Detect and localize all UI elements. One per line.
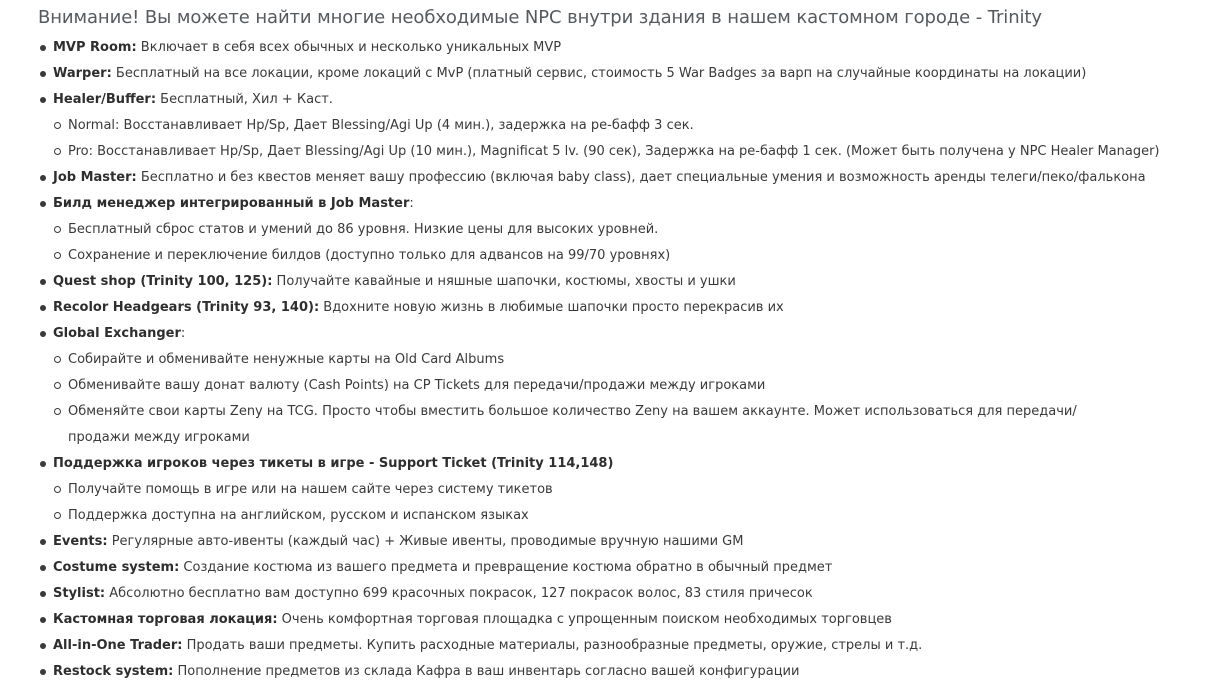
list-item-warper xyxy=(38,61,1198,87)
list-item-custom-trade-location xyxy=(38,607,1198,633)
list-item-support-ticket xyxy=(38,451,1198,529)
item-label: Кастомная торговая локация: xyxy=(53,612,278,627)
sub-item: Собирайте и обменивайте ненужные карты на Old Card Albums xyxy=(53,347,1198,373)
item-label: Warper: xyxy=(53,66,112,81)
page-title: Внимание! Вы можете найти многие необходимые NPC внутри здания в нашем кастомном городе - Trinity xyxy=(38,7,1042,28)
item-label: Costume system: xyxy=(53,560,180,575)
item-label: Билд менеджер интегрированный в Job Master xyxy=(53,196,410,211)
item-label: Restock system: xyxy=(53,664,174,679)
item-text: Бесплатно и без квестов меняет вашу профессию (включая baby class), дает специальные умения и возможность аренды телеги/пеко/фалькона xyxy=(136,170,1146,185)
item-label: Stylist: xyxy=(53,586,106,601)
item-text: Бесплатный на все локации, кроме локаций с MvP (платный сервис, стоимость 5 War Badges за варп на случайные координаты на локации) xyxy=(111,66,1087,81)
list-item-mvp-room xyxy=(38,35,1198,61)
list-item-restock-system xyxy=(38,659,1198,685)
item-text: Создание костюма из вашего предмета и превращение костюма обратно в обычный предмет xyxy=(179,560,833,575)
list-item-all-in-one-trader xyxy=(38,633,1198,659)
item-text: Бесплатный, Хил + Каст. xyxy=(156,92,333,107)
list-item-job-master xyxy=(38,165,1198,191)
healer-sublist xyxy=(53,113,1198,165)
list-item-healer-buffer xyxy=(38,87,1198,165)
item-label: Поддержка игроков через тикеты в игре - Support Ticket (Trinity 114,148) xyxy=(53,456,614,471)
item-text: Очень комфортная торговая площадка с упрощенным поиском необходимых торговцев xyxy=(277,612,892,627)
item-text: Абсолютно бесплатно вам доступно 699 красочных покрасок, 127 покрасок волос, 83 стиля причесок xyxy=(105,586,813,601)
sub-item: Сохранение и переключение билдов (доступно только для адвансов на 99/70 уровнях) xyxy=(53,243,1198,269)
item-text: Продать ваши предметы. Купить расходные материалы, разнообразные предметы, оружие, стрелы и т.д. xyxy=(182,638,923,653)
item-label: Global Exchanger xyxy=(53,326,181,341)
sub-item: Поддержка доступна на английском, русском и испанском языках xyxy=(53,503,1198,529)
list-item-quest-shop xyxy=(38,269,1198,295)
item-text: Включает в себя всех обычных и несколько уникальных MVP xyxy=(136,40,562,55)
item-label: All-in-One Trader: xyxy=(53,638,183,653)
sub-item: Normal: Восстанавливает Hp/Sp, Дает Blessing/Agi Up (4 мин.), задержка на ре-бафф 3 сек. xyxy=(53,113,1198,139)
build-manager-sublist xyxy=(53,217,1198,269)
item-text: Регулярные авто-ивенты (каждый час) + Живые ивенты, проводимые вручную нашими GM xyxy=(107,534,744,549)
item-label: Healer/Buffer: xyxy=(53,92,157,107)
list-item-global-exchanger xyxy=(38,321,1198,451)
npc-list xyxy=(38,35,1198,685)
item-label: Job Master: xyxy=(53,170,137,185)
item-label: MVP Room: xyxy=(53,40,137,55)
page-content xyxy=(38,4,1198,685)
list-item-events xyxy=(38,529,1198,555)
item-text: Пополнение предметов из склада Кафра в ваш инвентарь согласно вашей конфигурации xyxy=(173,664,800,679)
sub-item: Бесплатный сброс статов и умений до 86 уровня. Низкие цены для высоких уровней. xyxy=(53,217,1198,243)
list-item-costume-system xyxy=(38,555,1198,581)
list-item-build-manager xyxy=(38,191,1198,269)
sub-item: Pro: Восстанавливает Hp/Sp, Дает Blessing/Agi Up (10 мин.), Magnificat 5 lv. (90 сек), Задержка на ре-бафф 1 сек. (Может быть получена у NPC Healer Manager) xyxy=(53,139,1198,165)
sub-item: Обменяйте свои карты Zeny на TCG. Просто чтобы вместить большое количество Zeny на вашем аккаунте. Может использоваться для передачи/продажи между игроками xyxy=(53,399,1098,451)
sub-item: Обменивайте вашу донат валюту (Cash Points) на CP Tickets для передачи/продажи между игроками xyxy=(53,373,1198,399)
item-label: Quest shop (Trinity 100, 125): xyxy=(53,274,273,289)
list-item-stylist xyxy=(38,581,1198,607)
exchanger-sublist xyxy=(53,347,1198,451)
item-label: Events: xyxy=(53,534,108,549)
item-text: : xyxy=(180,326,186,341)
item-label: Recolor Headgears (Trinity 93, 140): xyxy=(53,300,320,315)
item-text: Вдохните новую жизнь в любимые шапочки просто перекрасив их xyxy=(319,300,784,315)
support-sublist xyxy=(53,477,1198,529)
sub-item: Получайте помощь в игре или на нашем сайте через систему тикетов xyxy=(53,477,1198,503)
item-text: Получайте кавайные и няшные шапочки, костюмы, хвосты и ушки xyxy=(272,274,736,289)
list-item-recolor-headgears xyxy=(38,295,1198,321)
item-text: : xyxy=(409,196,414,211)
